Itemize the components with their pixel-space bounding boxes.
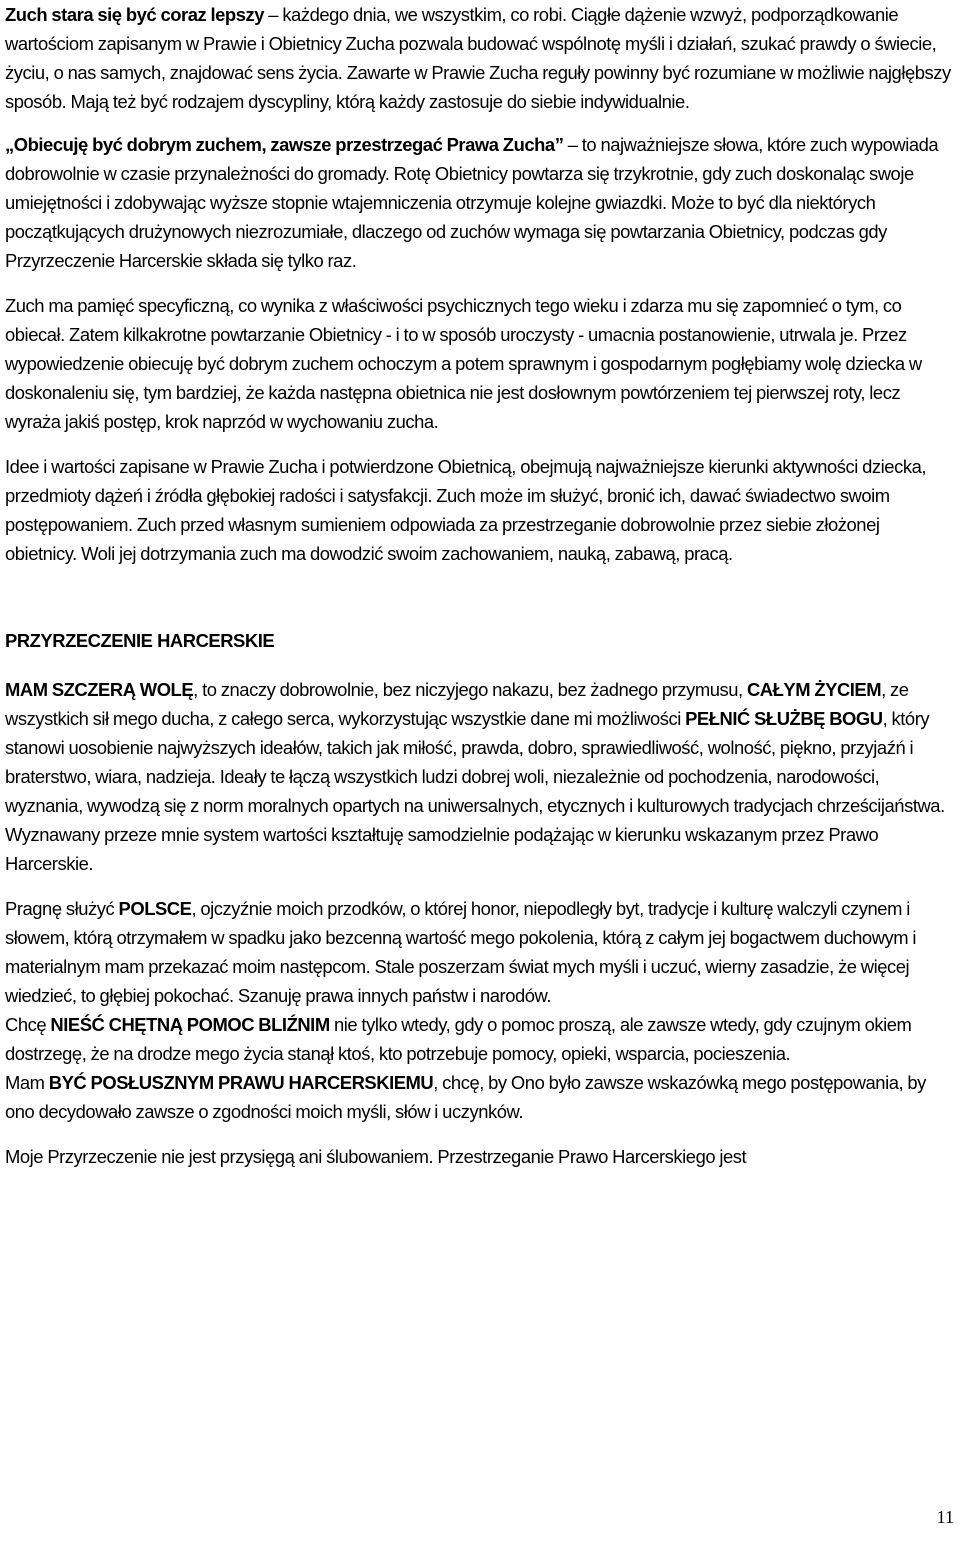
paragraph-mam-szczera-wole	[5, 675, 955, 878]
paragraph-text: , ze wszystkich sił mego ducha, z całego serca, wykorzystując wszystkie dane mi możliwości	[5, 679, 909, 729]
page-number: 11	[936, 1507, 954, 1527]
paragraph-zuch-stara-sie	[5, 0, 955, 116]
bold-phrase: BYĆ POSŁUSZNYM PRAWU HARCERSKIEMU	[48, 1072, 434, 1093]
paragraph-pamiec-zucha	[5, 291, 955, 436]
paragraph-prawo-harcerskie	[5, 1068, 955, 1126]
paragraph-text: Mam	[5, 1072, 49, 1093]
paragraph-text: – to najważniejsze słowa, które zuch wypowiada dobrowolnie w czasie przynależności do gromady. Rotę Obietnicy powtarza się trzykrotnie, gdy zuch doskonaląc swoje umiejętności i zdobywając wyższe stopnie wtajemniczenia otrzymuje kolejne gwiazdki. Może to być dla niektórych początkujących drużynowych niezrozumiałe, dlaczego od zuchów wymaga się powtarzania Obietnicy, podczas gdy Przyrzeczenie Harcerskie składa się tylko raz.	[5, 134, 939, 271]
paragraph-obietnica	[5, 130, 955, 275]
paragraph-polsce	[5, 894, 955, 1010]
paragraph-text: Idee i wartości zapisane w Prawie Zucha i potwierdzone Obietnicą, obejmują najważniejsze kierunki aktywności dziecka, przedmioty dążeń i źródła głębokiej radości i satysfakcji. Zuch może im służyć, bronić ich, dawać świadectwo swoim postępowaniem. Zuch przed własnym sumieniem odpowiada za przestrzeganie dobrowolnie przez siebie złożonej obietnicy. Woli jej dotrzymania zuch ma dowodzić swoim zachowaniem, nauką, zabawą, pracą.	[5, 456, 927, 564]
paragraph-idee-i-wartosci	[5, 452, 955, 568]
paragraph-text: nie tylko wtedy, gdy o pomoc proszą, ale zawsze wtedy, gdy czujnym okiem dostrzegę, że na drodze mego życia stanął ktoś, kto potrzebuje pomocy, opieki, wsparcia, pocieszenia.	[5, 1014, 912, 1064]
bold-phrase: PEŁNIĆ SŁUŻBĘ BOGU	[685, 708, 883, 729]
bold-phrase: „Obiecuję być dobrym zuchem, zawsze przestrzegać Prawa Zucha”	[5, 134, 564, 155]
paragraph-text: Chcę	[5, 1014, 51, 1035]
bold-phrase: Zuch stara się być coraz lepszy	[5, 4, 265, 25]
paragraph-text: , to znaczy dobrowolnie, bez niczyjego nakazu, bez żadnego przymusu,	[193, 679, 747, 700]
section-heading: PRZYRZECZENIE HARCERSKIE	[5, 630, 275, 651]
bold-phrase: MAM SZCZERĄ WOLĘ	[5, 679, 194, 700]
paragraph-text: , który stanowi uosobienie najwyższych ideałów, takich jak miłość, prawda, dobro, sprawiedliwość, wolność, piękno, przyjaźń i braterstwo, wiara, nadzieja. Ideały te łączą wszystkich ludzi dobrej woli, niezależnie od pochodzenia, narodowości, wyznania, wywodzą się z norm moralnych opartych na uniwersalnych, etycznych i kulturowych tradycjach chrześcijaństwa. Wyznawany przeze mnie system wartości kształtuję samodzielnie podążając w kierunku wskazanym przez Prawo Harcerskie.	[5, 708, 945, 874]
bold-phrase: POLSCE	[118, 898, 192, 919]
paragraph-przyrzeczenie-nie-jest	[5, 1142, 955, 1171]
paragraph-text: , chcę, by Ono było zawsze wskazówką mego postępowania, by ono decydowało zawsze o zgodności moich myśli, słów i uczynków.	[5, 1072, 926, 1122]
paragraph-text: Moje Przyrzeczenie nie jest przysięgą ani ślubowaniem. Przestrzeganie Prawo Harcerskiego jest	[5, 1146, 747, 1167]
paragraph-text: Zuch ma pamięć specyficzną, co wynika z właściwości psychicznych tego wieku i zdarza mu się zapomnieć o tym, co obiecał. Zatem kilkakrotne powtarzanie Obietnicy - i to w sposób uroczysty - umacnia postanowienie, utrwala je. Przez wypowiedzenie obiecuję być dobrym zuchem ochoczym a potem sprawnym i gospodarnym pogłębiamy wolę dziecka w doskonaleniu się, tym bardziej, że każda następna obietnica nie jest dosłownym powtórzeniem tej pierwszej roty, lecz wyraża jakiś postęp, krok naprzód w wychowaniu zucha.	[5, 295, 922, 432]
paragraph-text: – każdego dnia, we wszystkim, co robi. Ciągłe dążenie wzwyż, podporządkowanie wartościom zapisanym w Prawie i Obietnicy Zucha pozwala budować wspólnotę myśli i działań, szukać prawdy o świecie, życiu, o nas samych, znajdować sens życia. Zawarte w Prawie Zucha reguły powinny być rozumiane w możliwie najgłębszy sposób. Mają też być rodzajem dyscypliny, którą każdy zastosuje do siebie indywidualnie.	[5, 4, 951, 112]
bold-phrase: NIEŚĆ CHĘTNĄ POMOC BLIŹNIM	[50, 1014, 330, 1035]
paragraph-text: Pragnę służyć	[5, 898, 119, 919]
paragraph-text: , ojczyźnie moich przodków, o której honor, niepodległy byt, tradycje i kulturę walczyli czynem i słowem, którą otrzymałem w spadku jako bezcenną wartość mego pokolenia, którą z całym jej bogactwem duchowym i materialnym mam przekazać moim następcom. Stale poszerzam świat mych myśli i uczuć, wierny zasadzie, że więcej wiedzieć, to głębiej pokochać. Szanuję prawa innych państw i narodów.	[5, 898, 917, 1006]
paragraph-pomoc-bliznim	[5, 1010, 955, 1068]
bold-phrase: CAŁYM ŻYCIEM	[746, 679, 882, 700]
document-page	[5, 0, 955, 1171]
